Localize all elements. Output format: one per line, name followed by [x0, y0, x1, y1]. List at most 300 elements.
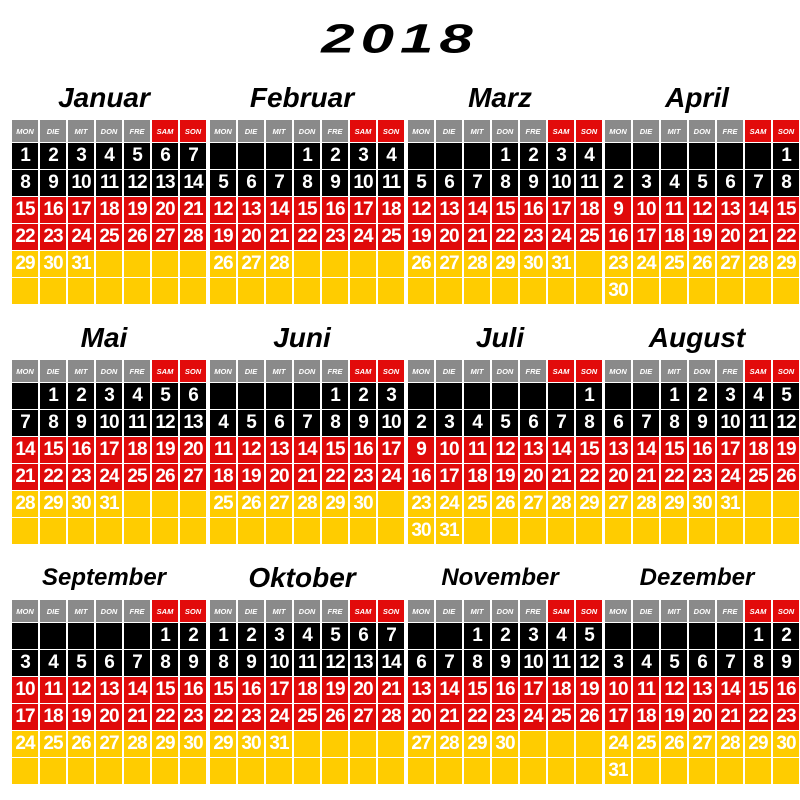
day-cell: 30	[40, 251, 66, 277]
empty-day-cell	[180, 278, 206, 304]
weekday-header: SON	[180, 360, 206, 382]
weekday-header: SON	[378, 600, 404, 622]
day-cell: 3	[633, 170, 659, 196]
empty-day-cell	[40, 758, 66, 784]
day-cell: 2	[520, 143, 546, 169]
day-cell: 6	[408, 650, 434, 676]
day-cell: 1	[745, 623, 771, 649]
day-cell: 17	[350, 197, 376, 223]
month-grid	[408, 360, 602, 544]
month-title: August	[648, 322, 746, 353]
weekday-header: DON	[294, 600, 320, 622]
empty-day-cell	[633, 278, 659, 304]
weekday-header: SON	[378, 360, 404, 382]
day-cell: 26	[408, 251, 434, 277]
day-cell: 24	[266, 704, 292, 730]
empty-day-cell	[633, 758, 659, 784]
day-cell: 21	[124, 704, 150, 730]
empty-day-cell	[210, 143, 236, 169]
day-cell: 3	[12, 650, 38, 676]
weekday-header: DON	[492, 600, 518, 622]
day-cell: 26	[68, 731, 94, 757]
month-grid	[408, 120, 602, 304]
day-cell: 15	[322, 437, 348, 463]
day-cell: 12	[492, 437, 518, 463]
day-cell: 10	[350, 170, 376, 196]
weekday-header: MIT	[266, 600, 292, 622]
day-cell: 5	[689, 170, 715, 196]
day-cell: 10	[633, 197, 659, 223]
day-cell: 14	[717, 677, 743, 703]
day-cell: 10	[266, 650, 292, 676]
weekday-header: DON	[689, 600, 715, 622]
day-cell: 12	[68, 677, 94, 703]
empty-day-cell	[436, 143, 462, 169]
day-cell: 18	[548, 677, 574, 703]
empty-day-cell	[350, 251, 376, 277]
day-cell: 18	[124, 437, 150, 463]
day-cell: 1	[492, 143, 518, 169]
day-cell: 12	[124, 170, 150, 196]
empty-day-cell	[322, 518, 348, 544]
day-cell: 6	[180, 383, 206, 409]
day-cell: 7	[124, 650, 150, 676]
day-cell: 7	[266, 170, 292, 196]
day-cell: 17	[548, 197, 574, 223]
day-cell: 16	[238, 677, 264, 703]
day-cell: 8	[152, 650, 178, 676]
empty-day-cell	[378, 491, 404, 517]
day-cell: 21	[717, 704, 743, 730]
empty-day-cell	[661, 623, 687, 649]
day-cell: 28	[548, 491, 574, 517]
empty-day-cell	[717, 518, 743, 544]
day-cell: 18	[96, 197, 122, 223]
day-cell: 14	[378, 650, 404, 676]
day-cell: 25	[210, 491, 236, 517]
day-cell: 5	[210, 170, 236, 196]
day-cell: 13	[717, 197, 743, 223]
empty-day-cell	[773, 278, 799, 304]
empty-day-cell	[152, 758, 178, 784]
weekday-header: MIT	[266, 360, 292, 382]
weekday-header: FRE	[124, 600, 150, 622]
day-cell: 23	[408, 491, 434, 517]
weekday-header: MON	[210, 600, 236, 622]
weekday-header: DIE	[633, 600, 659, 622]
month-grid	[12, 120, 206, 304]
day-cell: 11	[124, 410, 150, 436]
empty-day-cell	[576, 731, 602, 757]
empty-day-cell	[210, 758, 236, 784]
empty-day-cell	[238, 758, 264, 784]
day-cell: 19	[68, 704, 94, 730]
day-cell: 20	[96, 704, 122, 730]
month-title: September	[41, 564, 167, 591]
day-cell: 17	[68, 197, 94, 223]
day-cell: 1	[464, 623, 490, 649]
day-cell: 22	[745, 704, 771, 730]
weekday-header: SAM	[350, 600, 376, 622]
empty-day-cell	[68, 758, 94, 784]
empty-day-cell	[773, 518, 799, 544]
day-cell: 27	[238, 251, 264, 277]
day-cell: 30	[408, 518, 434, 544]
day-cell: 29	[12, 251, 38, 277]
day-cell: 3	[350, 143, 376, 169]
empty-day-cell	[294, 758, 320, 784]
day-cell: 2	[773, 623, 799, 649]
day-cell: 18	[378, 197, 404, 223]
weekday-header: MIT	[464, 360, 490, 382]
day-cell: 8	[12, 170, 38, 196]
month-grid	[605, 360, 799, 544]
day-cell: 26	[322, 704, 348, 730]
weekday-header: SAM	[350, 360, 376, 382]
empty-day-cell	[96, 251, 122, 277]
day-cell: 11	[294, 650, 320, 676]
day-cell: 7	[717, 650, 743, 676]
empty-day-cell	[408, 383, 434, 409]
weekday-header: SAM	[548, 600, 574, 622]
day-cell: 9	[350, 410, 376, 436]
weekday-header: MON	[408, 600, 434, 622]
day-cell: 20	[689, 704, 715, 730]
day-cell: 28	[436, 731, 462, 757]
weekday-header: MIT	[464, 600, 490, 622]
empty-day-cell	[605, 518, 631, 544]
empty-day-cell	[689, 278, 715, 304]
empty-day-cell	[350, 518, 376, 544]
day-cell: 1	[773, 143, 799, 169]
empty-day-cell	[689, 143, 715, 169]
day-cell: 4	[548, 623, 574, 649]
day-cell: 26	[576, 704, 602, 730]
month-title: November	[441, 564, 559, 591]
day-cell: 3	[717, 383, 743, 409]
empty-day-cell	[12, 518, 38, 544]
empty-day-cell	[378, 278, 404, 304]
day-cell: 21	[633, 464, 659, 490]
day-cell: 30	[689, 491, 715, 517]
weekday-header: DIE	[436, 600, 462, 622]
weekday-header: SAM	[745, 600, 771, 622]
empty-day-cell	[576, 251, 602, 277]
day-cell: 18	[464, 464, 490, 490]
empty-day-cell	[633, 623, 659, 649]
empty-day-cell	[436, 383, 462, 409]
day-cell: 20	[436, 224, 462, 250]
day-cell: 22	[492, 224, 518, 250]
empty-day-cell	[520, 731, 546, 757]
empty-day-cell	[633, 383, 659, 409]
weekday-header: MON	[605, 600, 631, 622]
day-cell: 25	[633, 731, 659, 757]
day-cell: 23	[322, 224, 348, 250]
empty-day-cell	[661, 143, 687, 169]
day-cell: 21	[12, 464, 38, 490]
day-cell: 17	[717, 437, 743, 463]
empty-day-cell	[96, 758, 122, 784]
day-cell: 3	[548, 143, 574, 169]
day-cell: 13	[605, 437, 631, 463]
day-cell: 8	[576, 410, 602, 436]
empty-day-cell	[124, 491, 150, 517]
day-cell: 16	[605, 224, 631, 250]
weekday-header: MIT	[266, 120, 292, 142]
day-cell: 19	[210, 224, 236, 250]
day-cell: 27	[266, 491, 292, 517]
weekday-header: FRE	[124, 120, 150, 142]
day-cell: 15	[661, 437, 687, 463]
empty-day-cell	[378, 251, 404, 277]
day-cell: 13	[180, 410, 206, 436]
day-cell: 20	[350, 677, 376, 703]
day-cell: 1	[322, 383, 348, 409]
day-cell: 11	[576, 170, 602, 196]
day-cell: 6	[96, 650, 122, 676]
day-cell: 16	[773, 677, 799, 703]
day-cell: 24	[717, 464, 743, 490]
day-cell: 2	[605, 170, 631, 196]
day-cell: 27	[717, 251, 743, 277]
empty-day-cell	[378, 731, 404, 757]
empty-day-cell	[745, 143, 771, 169]
day-cell: 28	[378, 704, 404, 730]
empty-day-cell	[661, 758, 687, 784]
day-cell: 9	[689, 410, 715, 436]
day-cell: 30	[68, 491, 94, 517]
day-cell: 24	[605, 731, 631, 757]
day-cell: 27	[408, 731, 434, 757]
empty-day-cell	[464, 143, 490, 169]
month-title: April	[665, 82, 729, 113]
day-cell: 15	[210, 677, 236, 703]
empty-day-cell	[576, 278, 602, 304]
weekday-header: MIT	[68, 600, 94, 622]
weekday-header: FRE	[124, 360, 150, 382]
day-cell: 3	[378, 383, 404, 409]
day-cell: 18	[40, 704, 66, 730]
empty-day-cell	[68, 278, 94, 304]
empty-day-cell	[294, 251, 320, 277]
day-cell: 2	[408, 410, 434, 436]
empty-day-cell	[180, 491, 206, 517]
weekday-header: DIE	[238, 600, 264, 622]
day-cell: 19	[124, 197, 150, 223]
weekday-header: DON	[294, 360, 320, 382]
day-cell: 4	[210, 410, 236, 436]
day-cell: 10	[605, 677, 631, 703]
day-cell: 22	[576, 464, 602, 490]
empty-day-cell	[520, 518, 546, 544]
empty-day-cell	[350, 278, 376, 304]
day-cell: 23	[350, 464, 376, 490]
empty-day-cell	[68, 518, 94, 544]
weekday-header: MIT	[68, 120, 94, 142]
empty-day-cell	[152, 518, 178, 544]
weekday-header: MON	[12, 600, 38, 622]
month-title: Januar	[58, 82, 150, 113]
day-cell: 30	[492, 731, 518, 757]
day-cell: 25	[96, 224, 122, 250]
weekday-header: MON	[210, 360, 236, 382]
empty-day-cell	[40, 518, 66, 544]
day-cell: 26	[689, 251, 715, 277]
day-cell: 12	[152, 410, 178, 436]
day-cell: 9	[492, 650, 518, 676]
day-cell: 5	[576, 623, 602, 649]
day-cell: 13	[238, 197, 264, 223]
day-cell: 23	[180, 704, 206, 730]
weekday-header: SAM	[350, 120, 376, 142]
empty-day-cell	[436, 623, 462, 649]
empty-day-cell	[492, 383, 518, 409]
day-cell: 7	[294, 410, 320, 436]
day-cell: 30	[180, 731, 206, 757]
day-cell: 24	[633, 251, 659, 277]
weekday-header: SON	[180, 120, 206, 142]
empty-day-cell	[40, 278, 66, 304]
day-cell: 1	[294, 143, 320, 169]
empty-day-cell	[464, 278, 490, 304]
day-cell: 23	[689, 464, 715, 490]
weekday-header: FRE	[520, 360, 546, 382]
day-cell: 10	[717, 410, 743, 436]
day-cell: 22	[464, 704, 490, 730]
day-cell: 31	[605, 758, 631, 784]
empty-day-cell	[633, 518, 659, 544]
day-cell: 7	[378, 623, 404, 649]
day-cell: 1	[210, 623, 236, 649]
day-cell: 3	[436, 410, 462, 436]
empty-day-cell	[436, 758, 462, 784]
empty-day-cell	[605, 143, 631, 169]
empty-day-cell	[238, 278, 264, 304]
weekday-header: SAM	[152, 360, 178, 382]
day-cell: 26	[238, 491, 264, 517]
day-cell: 9	[322, 170, 348, 196]
day-cell: 2	[350, 383, 376, 409]
day-cell: 12	[322, 650, 348, 676]
empty-day-cell	[266, 143, 292, 169]
month-grid	[12, 360, 206, 544]
empty-day-cell	[238, 383, 264, 409]
empty-day-cell	[745, 758, 771, 784]
day-cell: 18	[633, 704, 659, 730]
day-cell: 13	[689, 677, 715, 703]
weekday-header: DIE	[436, 360, 462, 382]
day-cell: 21	[745, 224, 771, 250]
day-cell: 19	[322, 677, 348, 703]
weekday-header: MON	[605, 360, 631, 382]
empty-day-cell	[152, 278, 178, 304]
empty-day-cell	[689, 758, 715, 784]
month-grid	[605, 120, 799, 304]
empty-day-cell	[492, 278, 518, 304]
day-cell: 6	[436, 170, 462, 196]
day-cell: 21	[548, 464, 574, 490]
day-cell: 8	[773, 170, 799, 196]
weekday-header: DIE	[40, 120, 66, 142]
day-cell: 17	[633, 224, 659, 250]
day-cell: 10	[520, 650, 546, 676]
day-cell: 14	[745, 197, 771, 223]
day-cell: 26	[492, 491, 518, 517]
day-cell: 16	[689, 437, 715, 463]
day-cell: 15	[745, 677, 771, 703]
day-cell: 31	[96, 491, 122, 517]
day-cell: 2	[68, 383, 94, 409]
empty-day-cell	[12, 623, 38, 649]
day-cell: 4	[96, 143, 122, 169]
day-cell: 21	[266, 224, 292, 250]
day-cell: 22	[294, 224, 320, 250]
day-cell: 20	[266, 464, 292, 490]
day-cell: 6	[520, 410, 546, 436]
weekday-header: MON	[408, 120, 434, 142]
day-cell: 24	[548, 224, 574, 250]
day-cell: 5	[661, 650, 687, 676]
day-cell: 19	[408, 224, 434, 250]
day-cell: 3	[96, 383, 122, 409]
empty-day-cell	[350, 758, 376, 784]
empty-day-cell	[238, 518, 264, 544]
empty-day-cell	[322, 731, 348, 757]
day-cell: 7	[633, 410, 659, 436]
day-cell: 12	[661, 677, 687, 703]
empty-day-cell	[238, 143, 264, 169]
weekday-header: SAM	[745, 120, 771, 142]
day-cell: 22	[152, 704, 178, 730]
day-cell: 4	[378, 143, 404, 169]
day-cell: 11	[40, 677, 66, 703]
day-cell: 25	[294, 704, 320, 730]
day-cell: 7	[12, 410, 38, 436]
weekday-header: MON	[12, 120, 38, 142]
empty-day-cell	[12, 278, 38, 304]
weekday-header: MIT	[661, 120, 687, 142]
day-cell: 14	[266, 197, 292, 223]
day-cell: 29	[152, 731, 178, 757]
day-cell: 15	[12, 197, 38, 223]
empty-day-cell	[436, 278, 462, 304]
month-title: Juli	[475, 322, 525, 353]
empty-day-cell	[717, 623, 743, 649]
empty-day-cell	[773, 491, 799, 517]
day-cell: 18	[661, 224, 687, 250]
day-cell: 14	[294, 437, 320, 463]
empty-day-cell	[548, 518, 574, 544]
day-cell: 11	[633, 677, 659, 703]
weekday-header: DON	[294, 120, 320, 142]
day-cell: 23	[68, 464, 94, 490]
empty-day-cell	[492, 758, 518, 784]
empty-day-cell	[520, 383, 546, 409]
day-cell: 4	[661, 170, 687, 196]
empty-day-cell	[12, 383, 38, 409]
weekday-header: MIT	[68, 360, 94, 382]
day-cell: 11	[464, 437, 490, 463]
day-cell: 12	[210, 197, 236, 223]
day-cell: 4	[576, 143, 602, 169]
day-cell: 27	[152, 224, 178, 250]
weekday-header: FRE	[322, 120, 348, 142]
empty-day-cell	[464, 518, 490, 544]
day-cell: 16	[408, 464, 434, 490]
day-cell: 20	[605, 464, 631, 490]
day-cell: 3	[68, 143, 94, 169]
